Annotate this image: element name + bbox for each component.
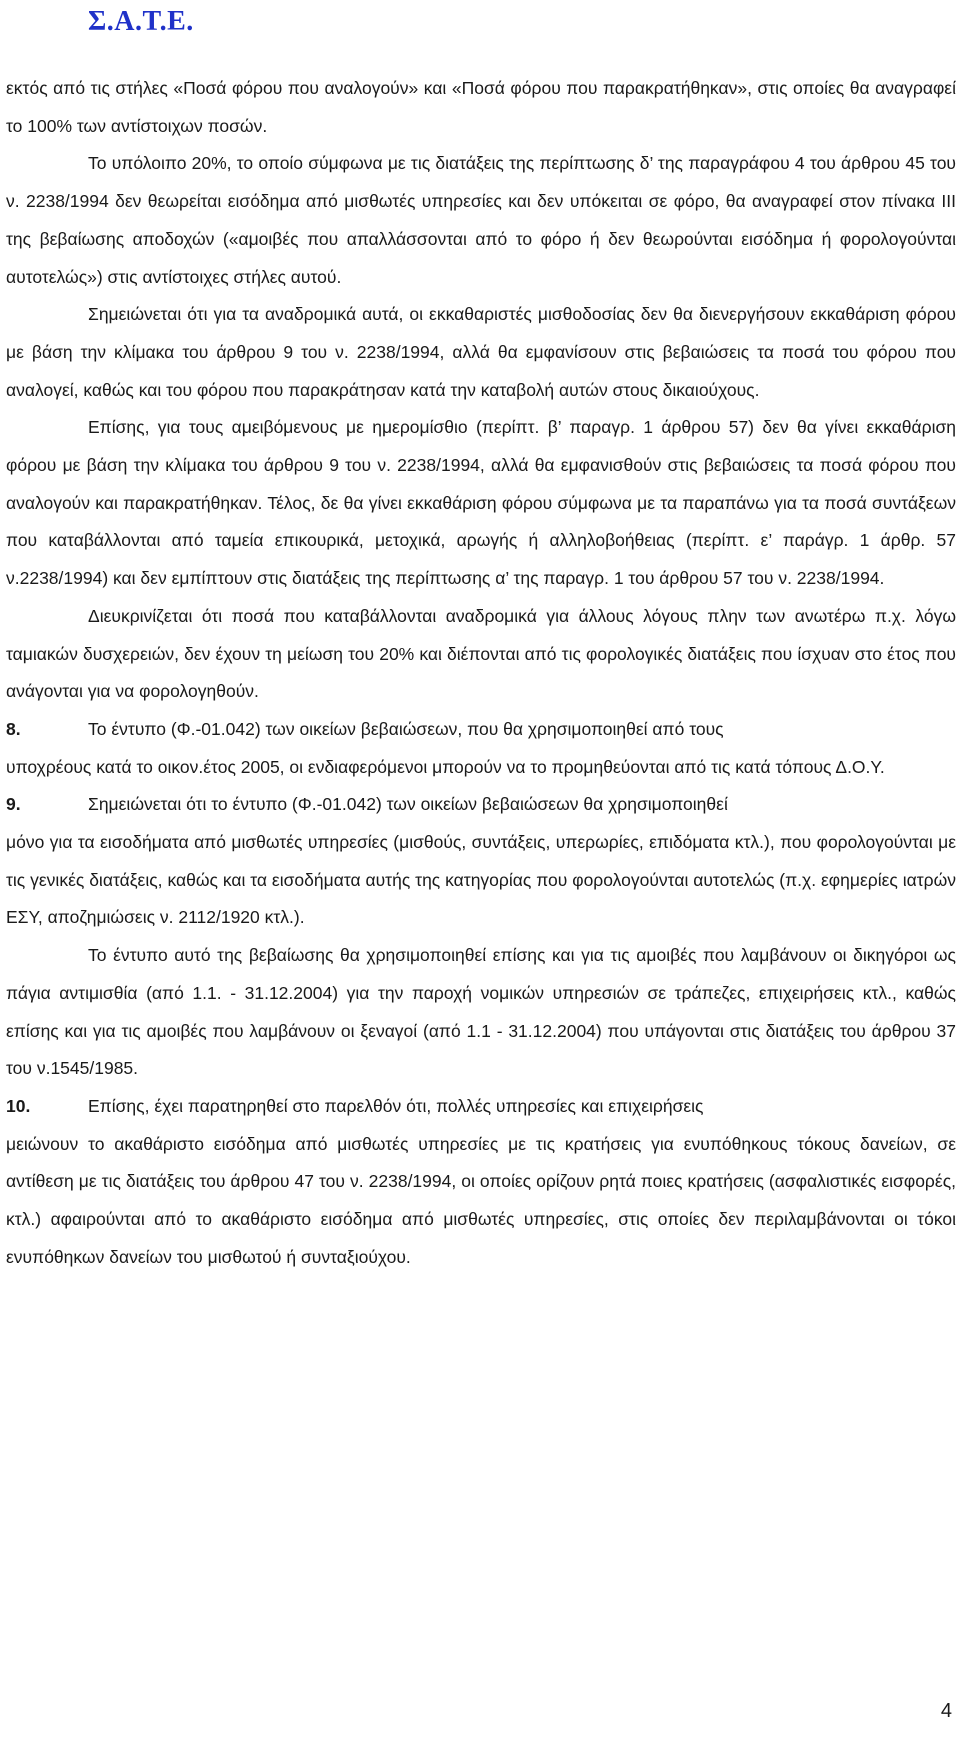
item-number: 8. xyxy=(6,718,21,739)
page-number: 4 xyxy=(940,1700,952,1722)
item-number: 10. xyxy=(6,1095,31,1116)
item-text: υποχρέους κατά το οικον.έτος 2005, οι ενδιαφερόμενοι μπορούν να το προμηθεύονται από τις κατά τόπους Δ.Ο.Υ. xyxy=(6,756,885,777)
paragraph: Το υπόλοιπο 20%, το οποίο σύμφωνα με τις διατάξεις της περίπτωσης δ’ της παραγράφου 4 του άρθρου 45 του ν. 2238/1994 δεν θεωρείται εισόδημα από μισθωτές υπηρεσίες και δεν υπόκειται σε φόρο, θα αναγραφεί στον πίνακα ΙΙΙ της βεβαίωσης αποδοχών («αμοιβές που απαλλάσσονται από το φόρο ή δεν θεωρούνται εισόδημα ή φορολογούνται αυτοτελώς») στις αντίστοιχες στήλες αυτού. xyxy=(6,153,956,287)
numbered-item-8 xyxy=(6,711,956,786)
item-first-line: Επίσης, έχει παρατηρηθεί στο παρελθόν ότι, πολλές υπηρεσίες και επιχειρήσεις xyxy=(88,1095,704,1116)
item-first-line: Το έντυπο (Φ.-01.042) των οικείων βεβαιώσεων, που θα χρησιμοποιηθεί από τους xyxy=(88,718,724,739)
item-number: 9. xyxy=(6,794,21,815)
item-text: μειώνουν το ακαθάριστο εισόδημα από μισθωτές υπηρεσίες με τις κρατήσεις για ενυπόθηκους τόκους δανείων, σε αντίθεση με τις διατάξεις του άρθρου 47 του ν. 2238/1994, οι οποίες ορίζουν ρητά ποιες κρατήσεις (ασφαλιστικές εισφορές, κτλ.) αφαιρούνται από το ακαθάριστο εισόδημα από μισθωτές υπηρεσίες, στις οποίες δεν περιλαμβάνονται οι τόκοι ενυπόθηκων δανείων του μισθωτού ή συνταξιούχου. xyxy=(6,1133,956,1267)
document-header: Σ.Α.Τ.Ε. xyxy=(88,6,194,37)
paragraph: Σημειώνεται ότι για τα αναδρομικά αυτά, οι εκκαθαριστές μισθοδοσίας δεν θα διενεργήσουν εκκαθάριση φόρου με βάση την κλίμακα του άρθρου 9 του ν. 2238/1994, αλλά θα εμφανίσουν στις βεβαιώσεις τα ποσά του φόρου που αναλογεί, καθώς και του φόρου που παρακράτησαν κατά την καταβολή αυτών στους δικαιούχους. xyxy=(6,304,956,400)
item-first-line: Σημειώνεται ότι το έντυπο (Φ.-01.042) των οικείων βεβαιώσεων θα χρησιμοποιηθεί xyxy=(88,794,728,815)
numbered-item-10 xyxy=(6,1088,956,1277)
document-body xyxy=(6,70,956,1277)
item-text: μόνο για τα εισοδήματα από μισθωτές υπηρεσίες (μισθούς, συντάξεις, υπερωρίες, επιδόματα κτλ.), που φορολογούνται με τις γενικές διατάξεις, καθώς και τα εισοδήματα αυτής της κατηγορίας που φορολογούνται αυτοτελώς (π.χ. εφημερίες ιατρών ΕΣΥ, αποζημιώσεις ν. 2112/1920 κτλ.). xyxy=(6,832,956,928)
paragraph: Διευκρινίζεται ότι ποσά που καταβάλλονται αναδρομικά για άλλους λόγους πλην των ανωτέρω π.χ. λόγω ταμιακών δυσχερειών, δεν έχουν τη μείωση του 20% και διέπονται από τις φορολογικές διατάξεις που ίσχυαν στο έτος που ανάγονται για να φορολογηθούν. xyxy=(6,605,956,702)
paragraph-continuation: εκτός από τις στήλες «Ποσά φόρου που αναλογούν» και «Ποσά φόρου που παρακρατήθηκαν», στις οποίες θα αναγραφεί το 100% των αντίστοιχων ποσών. xyxy=(6,78,956,136)
numbered-item-9 xyxy=(6,786,956,937)
paragraph: Επίσης, για τους αμειβόμενους με ημερομίσθιο (περίπτ. β’ παραγρ. 1 άρθρου 57) δεν θα γίνει εκκαθάριση φόρου με βάση την κλίμακα του άρθρου 9 του ν. 2238/1994, αλλά θα εμφανισθούν στις βεβαιώσεις τα ποσά φόρου που αναλογούν και παρακρατήθηκαν. Τέλος, δε θα γίνει εκκαθάριση φόρου σύμφωνα με τα παραπάνω για τα ποσά συντάξεων που καταβάλλονται από ταμεία επικουρικά, μετοχικά, αρωγής ή αλληλοβοήθειας (περίπτ. ε’ παράγρ. 1 άρθρ. 57 ν.2238/1994) και δεν εμπίπτουν στις διατάξεις της περίπτωσης α’ της παραγρ. 1 του άρθρου 57 του ν. 2238/1994. xyxy=(6,417,956,589)
paragraph: Το έντυπο αυτό της βεβαίωσης θα χρησιμοποιηθεί επίσης και για τις αμοιβές που λαμβάνουν οι δικηγόροι ως πάγια αντιμισθία (από 1.1. - 31.12.2004) για την παροχή νομικών υπηρεσιών σε τράπεζες, επιχειρήσεις κτλ., καθώς επίσης και για τις αμοιβές που λαμβάνουν οι ξεναγοί (από 1.1 - 31.12.2004) που υπάγονται στις διατάξεις του άρθρου 37 του ν.1545/1985. xyxy=(6,945,956,1079)
